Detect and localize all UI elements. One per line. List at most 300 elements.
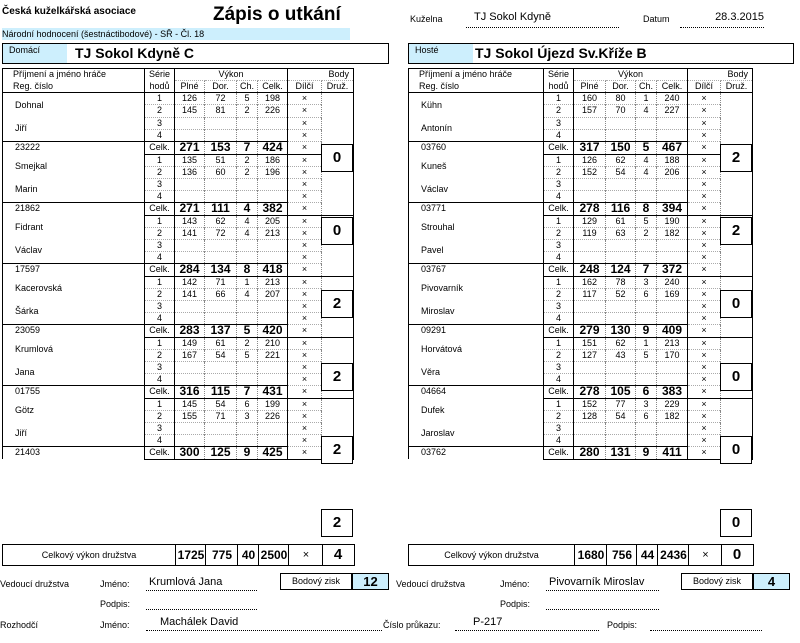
team-points-cell [721, 117, 753, 129]
series-value [574, 300, 606, 312]
team-points-cell [322, 117, 354, 129]
player-points-box: 0 [720, 290, 752, 318]
series-number: 3 [145, 178, 175, 190]
player-surname: Horvátová [409, 337, 544, 361]
team-total-label: Celkový výkon družstva [444, 550, 539, 560]
series-value [175, 251, 205, 263]
series-value: 2 [636, 227, 657, 239]
series-value: 210 [258, 337, 288, 349]
celk-header: Celk. [258, 81, 288, 93]
series-value [606, 190, 636, 202]
player-total-value: 8 [636, 202, 657, 215]
series-value: 226 [258, 410, 288, 422]
series-col-header: Série [145, 69, 175, 81]
series-number: 4 [145, 129, 175, 141]
referee-sign-line [650, 617, 762, 631]
player-points-box: 0 [720, 363, 752, 391]
partial-points-cross: × [688, 434, 721, 446]
player-total-value: 115 [205, 385, 237, 398]
series-value: 143 [175, 215, 205, 227]
series-value [574, 251, 606, 263]
series-value: 196 [258, 166, 288, 178]
series-value: 1 [636, 93, 657, 105]
series-value: 136 [175, 166, 205, 178]
partial-points-cross: × [688, 239, 721, 251]
player-firstname: Věra [409, 361, 544, 385]
partial-points-cross: × [288, 202, 322, 215]
partial-points-cross: × [288, 398, 322, 410]
series-value [606, 312, 636, 324]
series-value [175, 178, 205, 190]
player-surname: Krumlová [3, 337, 145, 361]
series-number: 1 [544, 337, 574, 349]
series-number: 2 [544, 410, 574, 422]
series-number: 1 [145, 154, 175, 166]
series-value: 71 [205, 276, 237, 288]
series-value: 52 [606, 288, 636, 300]
series-value: 170 [657, 349, 688, 361]
team-points-cell [721, 276, 753, 288]
series-number: 2 [544, 166, 574, 178]
team-total-value: 2436 [657, 545, 689, 565]
series-value [636, 190, 657, 202]
partial-points-cross: × [288, 166, 322, 178]
series-value [258, 422, 288, 434]
series-value [205, 434, 237, 446]
series-value [258, 129, 288, 141]
partial-points-cross: × [688, 300, 721, 312]
player-total-value: 278 [574, 202, 606, 215]
series-col-header: Série [544, 69, 574, 81]
series-value [175, 300, 205, 312]
team-points-cell [721, 337, 753, 349]
partial-points-cross: × [288, 190, 322, 202]
player-total-value: 4 [237, 202, 258, 215]
series-number: 1 [544, 215, 574, 227]
player-total-value: 271 [175, 141, 205, 154]
team-points-cell [721, 410, 753, 422]
series-value: 5 [237, 349, 258, 361]
player-surname: Fidrant [3, 215, 145, 239]
series-number: 4 [544, 312, 574, 324]
series-value [237, 129, 258, 141]
team-points-cell [322, 324, 354, 337]
series-value [258, 312, 288, 324]
partial-points-cross: × [688, 129, 721, 141]
player-total-value: 7 [636, 263, 657, 276]
partial-points-cross: × [288, 263, 322, 276]
series-value: 213 [258, 276, 288, 288]
row-total-label: Celk. [145, 324, 175, 337]
performance-header: Výkon [574, 69, 688, 81]
series-value: 2 [237, 337, 258, 349]
player-total-value: 124 [606, 263, 636, 276]
series-value: 2 [237, 154, 258, 166]
series-number: 1 [544, 154, 574, 166]
series-value [574, 373, 606, 385]
partial-points-cross: × [288, 361, 322, 373]
partial-points-cross: × [688, 202, 721, 215]
series-value: 78 [606, 276, 636, 288]
series-number: 1 [145, 337, 175, 349]
team-points-cell [721, 422, 753, 434]
series-value: 155 [175, 410, 205, 422]
series-value [636, 251, 657, 263]
series-value: 213 [657, 337, 688, 349]
druz-header: Druž. [322, 81, 354, 93]
player-surname: Kühn [409, 93, 544, 118]
series-value: 117 [574, 288, 606, 300]
series-value [636, 434, 657, 446]
series-value [205, 117, 237, 129]
series-value: 62 [606, 337, 636, 349]
player-total-value: 425 [258, 446, 288, 459]
team-points-cell [322, 337, 354, 349]
player-col-header: Příjmení a jméno hráče [3, 69, 145, 81]
series-value: 227 [657, 105, 688, 117]
series-number: 2 [145, 166, 175, 178]
series-number: 4 [145, 312, 175, 324]
guest-label: Hosté [409, 44, 473, 63]
series-value [606, 239, 636, 251]
partial-points-cross: × [288, 434, 322, 446]
team-points-cell [721, 129, 753, 141]
player-total-value: 278 [574, 385, 606, 398]
series-value: 119 [574, 227, 606, 239]
partial-points-cross: × [688, 251, 721, 263]
partial-points-cross: × [688, 349, 721, 361]
series-value: 127 [574, 349, 606, 361]
player-surname: Götz [3, 398, 145, 422]
series-value: 54 [606, 410, 636, 422]
row-total-label: Celk. [145, 385, 175, 398]
series-value: 126 [574, 154, 606, 166]
guest-team-total-row [408, 544, 754, 566]
series-value: 221 [258, 349, 288, 361]
guest-points-gain-label: Bodový zisk [681, 573, 753, 590]
series-value [237, 422, 258, 434]
series-value [606, 434, 636, 446]
series-number: 2 [145, 349, 175, 361]
series-value: 142 [175, 276, 205, 288]
player-total-value: 394 [657, 202, 688, 215]
org-name: Česká kuželkářská asociace [2, 6, 136, 17]
partial-points-cross: × [288, 312, 322, 324]
series-value [657, 434, 688, 446]
player-firstname: Marin [3, 178, 145, 202]
partial-points-cross: × [288, 276, 322, 288]
player-total-value: 7 [237, 141, 258, 154]
partial-points-cross: × [288, 178, 322, 190]
series-value [657, 373, 688, 385]
series-value: 70 [606, 105, 636, 117]
points-header: Body [288, 69, 354, 81]
series-value: 240 [657, 276, 688, 288]
partial-points-cross: × [288, 288, 322, 300]
player-total-value: 130 [606, 324, 636, 337]
player-total-value: 382 [258, 202, 288, 215]
team-total-value: 756 [606, 545, 637, 565]
series-value: 4 [636, 166, 657, 178]
series-value: 4 [237, 215, 258, 227]
player-total-value: 411 [657, 446, 688, 459]
celk-header: Celk. [657, 81, 688, 93]
player-points-box: 2 [321, 436, 353, 464]
dilci-header: Dílčí [688, 81, 721, 93]
referee-name-label: Jméno: [100, 620, 130, 630]
team-points-cell [721, 263, 753, 276]
series-value [205, 251, 237, 263]
team-points-cell [322, 190, 354, 202]
guest-team-name: TJ Sokol Újezd Sv.Kříže B [475, 45, 647, 61]
dilci-header: Dílčí [288, 81, 322, 93]
series-value [175, 312, 205, 324]
partial-points-cross: × [288, 349, 322, 361]
player-total-value: 9 [636, 324, 657, 337]
series-value [175, 373, 205, 385]
points-header: Body [688, 69, 753, 81]
player-firstname: Miroslav [409, 300, 544, 324]
partial-points-cross: × [688, 398, 721, 410]
series-value: 4 [237, 227, 258, 239]
player-total-value: 9 [636, 446, 657, 459]
series-value [258, 373, 288, 385]
player-reg-number: 04664 [409, 385, 544, 398]
series-value: 182 [657, 410, 688, 422]
series-number: 3 [145, 300, 175, 312]
performance-header: Výkon [175, 69, 288, 81]
team-points-cell [721, 349, 753, 361]
row-total-label: Celk. [544, 202, 574, 215]
player-total-value: 116 [606, 202, 636, 215]
partial-points-cross: × [688, 410, 721, 422]
partial-points-cross: × [688, 154, 721, 166]
series-value [205, 422, 237, 434]
team-points-cell [322, 93, 354, 105]
player-total-value: 131 [606, 446, 636, 459]
player-total-value: 424 [258, 141, 288, 154]
series-number: 1 [544, 398, 574, 410]
series-value: 167 [175, 349, 205, 361]
series-value: 51 [205, 154, 237, 166]
druz-header: Druž. [721, 81, 753, 93]
guest-scoresheet [408, 68, 753, 460]
series-value [237, 190, 258, 202]
series-value: 72 [205, 93, 237, 105]
partial-points-cross: × [688, 276, 721, 288]
series-value: 5 [237, 93, 258, 105]
guest-sign-line [546, 596, 659, 610]
card-label: Číslo průkazu: [383, 620, 441, 630]
series-value: 72 [205, 227, 237, 239]
date-value: 28.3.2015 [680, 11, 764, 28]
team-points-cell [322, 251, 354, 263]
series-value: 2 [237, 166, 258, 178]
team-points-cell [322, 398, 354, 410]
player-total-value: 284 [175, 263, 205, 276]
series-value [574, 312, 606, 324]
series-value: 3 [237, 410, 258, 422]
series-value: 160 [574, 93, 606, 105]
referee-card: P-217 [455, 616, 599, 631]
competition-label: Národní hodnocení (šestnáctibodové) - SŘ - Čl. 18 [2, 28, 350, 40]
partial-points-cross: × [288, 324, 322, 337]
series-value [258, 239, 288, 251]
partial-points-cross: × [288, 215, 322, 227]
series-value: 188 [657, 154, 688, 166]
series-value: 141 [175, 288, 205, 300]
player-surname: Strouhal [409, 215, 544, 239]
series-number: 4 [544, 434, 574, 446]
referee-sign-label: Podpis: [607, 620, 638, 630]
guest-points-gain: 4 [753, 573, 790, 590]
ch-header: Ch. [237, 81, 258, 93]
player-surname: Pivovarník [409, 276, 544, 300]
series-value [606, 251, 636, 263]
series-number: 1 [544, 276, 574, 288]
row-total-label: Celk. [544, 385, 574, 398]
series-value [205, 361, 237, 373]
player-total-value: 420 [258, 324, 288, 337]
series-value [606, 300, 636, 312]
player-total-value: 467 [657, 141, 688, 154]
series-value: 182 [657, 227, 688, 239]
series-value: 190 [657, 215, 688, 227]
player-reg-number: 21862 [3, 202, 145, 215]
series-value [636, 178, 657, 190]
partial-points-cross: × [688, 117, 721, 129]
guest-leader-label: Vedoucí družstva [396, 579, 466, 589]
team-points-cell [721, 324, 753, 337]
series-number: 1 [544, 93, 574, 105]
series-value: 145 [175, 105, 205, 117]
series-number: 3 [544, 239, 574, 251]
series-value: 240 [657, 93, 688, 105]
player-total-value: 279 [574, 324, 606, 337]
series-value [258, 190, 288, 202]
partial-points-cross: × [688, 385, 721, 398]
series-value [606, 422, 636, 434]
series-value: 61 [606, 215, 636, 227]
partial-points-cross: × [288, 105, 322, 117]
series-value [258, 178, 288, 190]
team-points-cell [721, 202, 753, 215]
series-value: 135 [175, 154, 205, 166]
player-total-value: 317 [574, 141, 606, 154]
row-total-label: Celk. [145, 141, 175, 154]
series-value: 229 [657, 398, 688, 410]
series-value [606, 117, 636, 129]
partial-points-cross: × [688, 288, 721, 300]
series-value [237, 251, 258, 263]
series-value: 129 [574, 215, 606, 227]
plne-header: Plné [574, 81, 606, 93]
series-value: 6 [636, 410, 657, 422]
series-value [574, 190, 606, 202]
player-total-value: 316 [175, 385, 205, 398]
player-col-header: Příjmení a jméno hráče [409, 69, 544, 81]
team-points-cell [721, 93, 753, 105]
team-points-cell [322, 105, 354, 117]
home-leader-name-label: Jméno: [100, 579, 130, 589]
series-value [205, 129, 237, 141]
player-firstname: Jana [3, 361, 145, 385]
series-value: 54 [606, 166, 636, 178]
home-leader-name: Krumlová Jana [146, 576, 257, 591]
player-firstname: Antonín [409, 117, 544, 141]
home-label: Domácí [3, 44, 67, 63]
row-total-label: Celk. [544, 263, 574, 276]
series-value: 43 [606, 349, 636, 361]
partial-points-cross: × [688, 93, 721, 105]
series-value: 6 [237, 398, 258, 410]
series-value [237, 239, 258, 251]
player-firstname: Šárka [3, 300, 145, 324]
partial-points-cross: × [688, 178, 721, 190]
series-number: 2 [145, 410, 175, 422]
series-value [175, 434, 205, 446]
team-total-value: 40 [237, 545, 259, 565]
team-points-cell [322, 422, 354, 434]
row-total-label: Celk. [145, 263, 175, 276]
team-points-cell [322, 178, 354, 190]
series-value: 205 [258, 215, 288, 227]
series-value: 71 [205, 410, 237, 422]
partial-points-cross: × [688, 141, 721, 154]
partial-points-cross: × [288, 446, 322, 459]
player-firstname: Václav [3, 239, 145, 263]
series-value [258, 361, 288, 373]
player-surname: Dufek [409, 398, 544, 422]
series-value [574, 422, 606, 434]
home-scoresheet [2, 68, 354, 460]
partial-points-cross: × [688, 446, 721, 459]
home-sign-label: Podpis: [100, 599, 131, 609]
series-value [636, 312, 657, 324]
player-total-value: 150 [606, 141, 636, 154]
row-total-label: Celk. [145, 446, 175, 459]
team-total-label: Celkový výkon družstva [41, 550, 137, 560]
guest-team-header [408, 43, 794, 64]
player-reg-number: 03767 [409, 263, 544, 276]
series-value: 4 [237, 288, 258, 300]
series-value: 66 [205, 288, 237, 300]
series-number: 3 [544, 300, 574, 312]
series-value [237, 373, 258, 385]
player-total-value: 125 [205, 446, 237, 459]
player-reg-number: 23059 [3, 324, 145, 337]
series-value: 145 [175, 398, 205, 410]
player-surname: Kacerovská [3, 276, 145, 300]
team-points-cell [322, 202, 354, 215]
partial-points-cross: × [288, 129, 322, 141]
partial-points-cross: × [688, 312, 721, 324]
series-value [205, 190, 237, 202]
partial-points-cross: × [288, 410, 322, 422]
series-value: 186 [258, 154, 288, 166]
series-value [657, 361, 688, 373]
series-value [636, 239, 657, 251]
series-number: 3 [544, 178, 574, 190]
team-points-cell [721, 190, 753, 202]
series-col-header-2: hodů [544, 81, 574, 93]
series-value: 6 [636, 288, 657, 300]
series-value [574, 117, 606, 129]
series-value: 54 [205, 349, 237, 361]
series-value [237, 178, 258, 190]
series-value [175, 422, 205, 434]
series-value [636, 117, 657, 129]
